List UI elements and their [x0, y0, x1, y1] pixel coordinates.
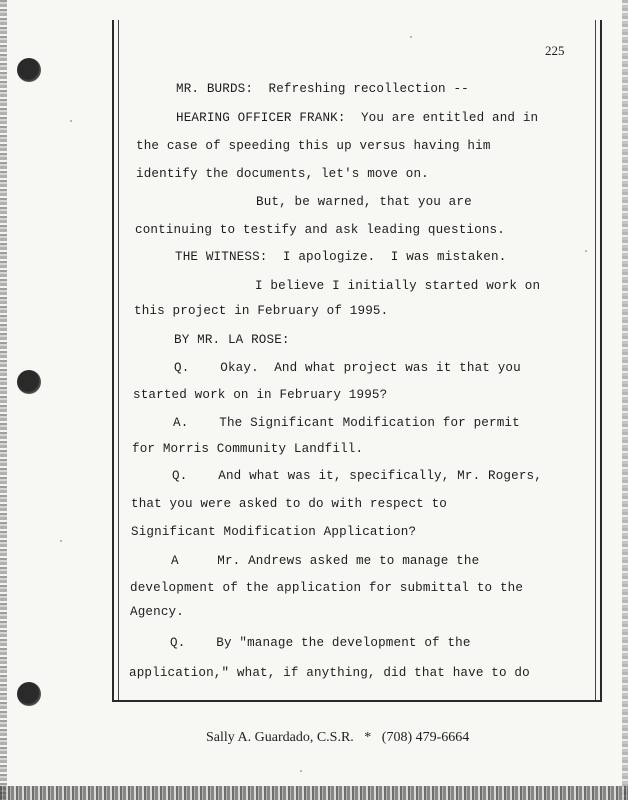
transcript-line: that you were asked to do with respect to — [131, 497, 448, 511]
transcript-line: A Mr. Andrews asked me to manage the — [171, 554, 480, 568]
reporter-footer: Sally A. Guardado, C.S.R. * (708) 479-6664 — [206, 730, 470, 745]
page-number: 225 — [545, 43, 565, 58]
transcript-line: Agency. — [130, 605, 184, 619]
transcript-line: Significant Modification Application? — [131, 525, 417, 539]
transcript-line: BY MR. LA ROSE: — [174, 333, 290, 347]
binder-hole-bottom — [17, 682, 41, 706]
transcript-line: continuing to testify and ask leading questions. — [135, 223, 505, 237]
transcript-line: Q. And what was it, specifically, Mr. Rogers, — [172, 469, 542, 483]
transcript-line: Q. Okay. And what project was it that you — [174, 361, 521, 375]
binder-hole-top — [17, 58, 41, 82]
transcript-line: MR. BURDS: Refreshing recollection -- — [176, 82, 469, 96]
binder-hole-middle — [17, 370, 41, 394]
scan-speckle — [300, 770, 302, 772]
transcript-line: this project in February of 1995. — [134, 304, 389, 318]
transcript-line: for Morris Community Landfill. — [132, 442, 364, 456]
transcript-line: HEARING OFFICER FRANK: You are entitled and in — [176, 111, 539, 125]
transcript-line: Q. By "manage the development of the — [170, 636, 471, 650]
transcript-line: application," what, if anything, did that have to do — [129, 666, 530, 680]
scan-edge-left — [0, 0, 7, 800]
transcript-line: A. The Significant Modification for permit — [173, 416, 520, 430]
transcript-line: started work on in February 1995? — [133, 388, 388, 402]
scan-speckle — [70, 120, 72, 122]
transcript-line: identify the documents, let's move on. — [136, 167, 429, 181]
scan-edge-right — [622, 0, 628, 800]
transcript-line: I believe I initially started work on — [255, 279, 541, 293]
transcript-line: development of the application for submittal to the — [130, 581, 524, 595]
transcript-line: But, be warned, that you are — [256, 195, 472, 209]
scan-speckle — [60, 540, 62, 542]
transcript-line: the case of speeding this up versus having him — [136, 139, 491, 153]
scan-edge-bottom — [0, 786, 628, 800]
transcript-line: THE WITNESS: I apologize. I was mistaken. — [175, 250, 507, 264]
